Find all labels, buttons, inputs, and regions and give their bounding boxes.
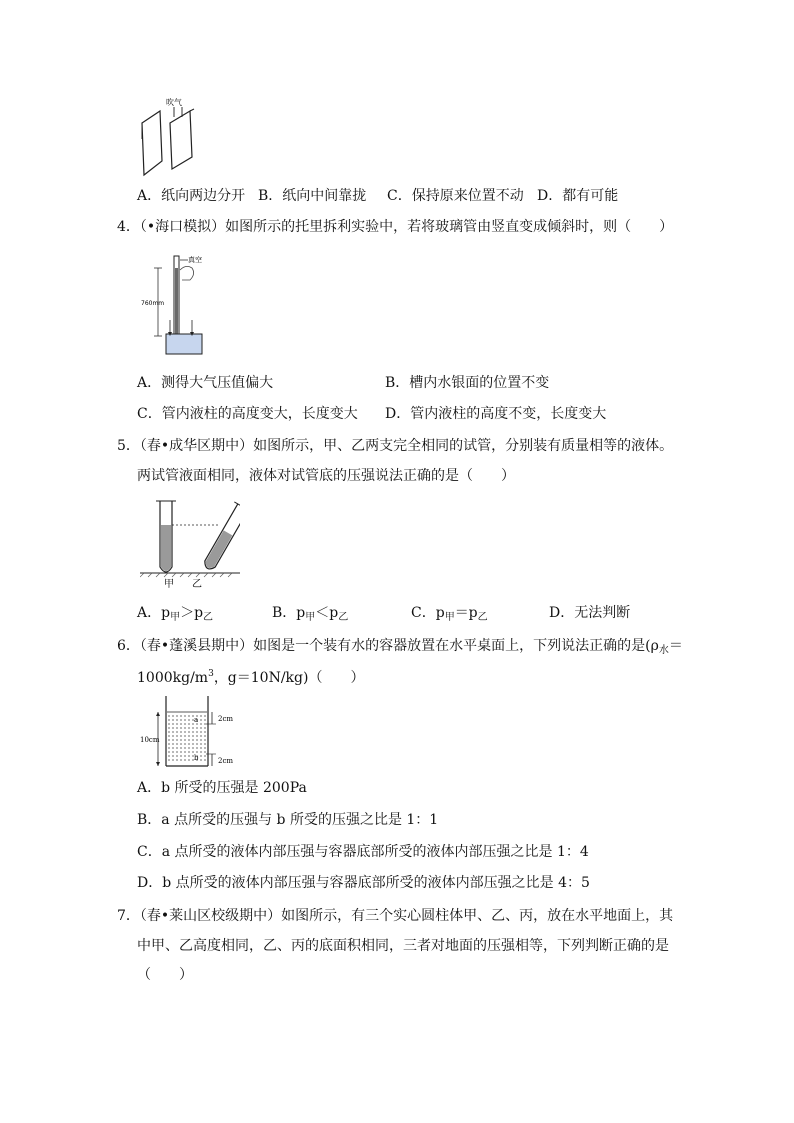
q4-fig-label-vacuum: 真空 bbox=[188, 256, 202, 264]
q5-option-a-sub2: 乙 bbox=[203, 612, 214, 623]
q5-option-b-sub2: 乙 bbox=[338, 612, 349, 623]
q5-option-b-sub1: 甲 bbox=[305, 612, 316, 623]
q6-fig-label-a: a bbox=[194, 716, 199, 724]
q3-option-d: D．都有可能 bbox=[537, 188, 619, 204]
q5-option-d: D．无法判断 bbox=[549, 605, 631, 621]
q5-option-c-rel: ＝p bbox=[454, 605, 478, 621]
q6-option-d: D．b 点所受的液体内部压强与容器底部所受的液体内部压强之比是 4：5 bbox=[137, 875, 590, 891]
q5-option-a-rel: ＞p bbox=[180, 605, 204, 621]
q7-stem-line-1: 7．（春•莱山区校级期中）如图所示，有三个实心圆柱体甲、乙、丙，放在水平地面上，其 bbox=[117, 908, 674, 924]
q5-option-c-sub2: 乙 bbox=[477, 612, 488, 623]
q6-fig-label-b: b bbox=[194, 754, 199, 762]
q3-figure-paper-sheets bbox=[132, 95, 212, 177]
q5-option-a-prefix: A．p bbox=[137, 605, 171, 621]
q4-option-a: A．测得大气压值偏大 bbox=[137, 375, 274, 391]
q6-stem-line-2-a: 1000kg/m bbox=[137, 670, 209, 686]
q7-stem-line-3: （ ） bbox=[137, 967, 193, 983]
q5-option-c bbox=[411, 603, 488, 628]
q3-option-a: A．纸向两边分开 bbox=[137, 188, 246, 204]
q6-figure-water-container bbox=[140, 694, 240, 770]
q6-fig-label-bottom: 2cm bbox=[218, 757, 234, 765]
q6-option-a: A．b 所受的压强是 200Pa bbox=[137, 780, 307, 796]
q5-stem-line-2: 两试管液面相同，液体对试管底的压强说法正确的是（ ） bbox=[137, 468, 515, 484]
q5-option-b bbox=[272, 603, 348, 628]
q5-figure-test-tubes bbox=[140, 497, 240, 589]
q6-stem-line-1-a: 6．（春•蓬溪县期中）如图是一个装有水的容器放置在水平桌面上，下列说法正确的是(ρ bbox=[117, 638, 659, 654]
q4-stem: 4．（•海口模拟）如图所示的托里拆利实验中，若将玻璃管由竖直变成倾斜时，则（ ） bbox=[117, 219, 674, 235]
q6-stem-line-1-sub: 水 bbox=[658, 645, 669, 656]
q6-stem-line-2-b: ，g＝10N/kg)（ ） bbox=[213, 670, 365, 686]
q6-option-c: C．a 点所受的液体内部压强与容器底部所受的液体内部压强之比是 1：4 bbox=[137, 844, 589, 860]
q6-option-b: B．a 点所受的压强与 b 所受的压强之比是 1：1 bbox=[137, 812, 439, 828]
q5-fig-label-jia: 甲 bbox=[164, 579, 174, 589]
q6-stem-line-2 bbox=[137, 664, 364, 688]
q5-option-a bbox=[137, 603, 213, 628]
q3-fig-label-blow: 吹气 bbox=[166, 98, 182, 107]
q5-option-a-sub1: 甲 bbox=[170, 612, 181, 623]
q5-option-b-rel: ＜p bbox=[315, 605, 339, 621]
q5-option-b-prefix: B．p bbox=[272, 605, 306, 621]
q7-stem-line-2: 中甲、乙高度相同，乙、丙的底面积相同，三者对地面的压强相等，下列判断正确的是 bbox=[137, 938, 669, 954]
q4-option-b: B．槽内水银面的位置不变 bbox=[385, 375, 550, 391]
q5-option-c-sub1: 甲 bbox=[444, 612, 455, 623]
q5-fig-label-yi: 乙 bbox=[192, 579, 202, 589]
q6-fig-label-top: 2cm bbox=[218, 715, 234, 723]
q5-stem-line-1: 5．（春•成华区期中）如图所示，甲、乙两支完全相同的试管，分别装有质量相等的液体。 bbox=[117, 438, 674, 454]
q3-option-c: C．保持原来位置不动 bbox=[387, 188, 524, 204]
q6-stem-line-1 bbox=[117, 636, 683, 661]
q4-figure-torricelli bbox=[140, 250, 210, 358]
q6-stem-line-2-sup: 3 bbox=[208, 669, 214, 679]
q4-option-d: D．管内液柱的高度不变，长度变大 bbox=[385, 406, 607, 422]
q4-fig-label-height: 760mm bbox=[141, 300, 165, 307]
q4-option-c: C．管内液柱的高度变大，长度变大 bbox=[137, 406, 358, 422]
q6-stem-line-1-b: ＝ bbox=[668, 638, 683, 654]
q6-fig-label-height: 10cm bbox=[140, 736, 160, 744]
q5-option-c-prefix: C．p bbox=[411, 605, 445, 621]
q3-option-b: B．纸向中间靠拢 bbox=[258, 188, 367, 204]
